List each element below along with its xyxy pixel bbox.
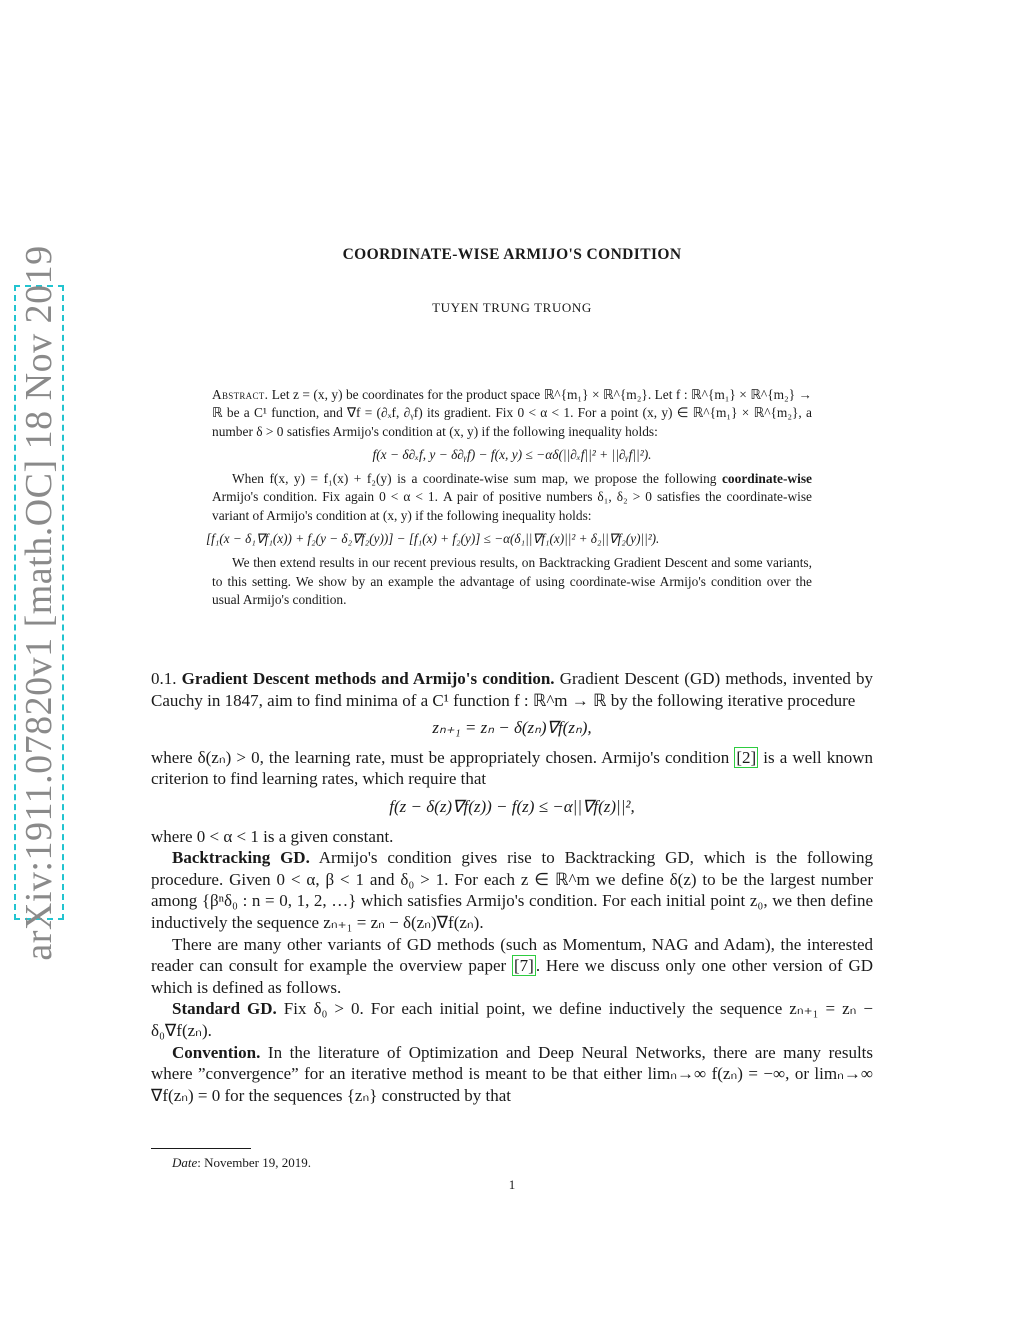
variants-text-a: There are many other variants of GD methods (such as Momentum, NAG and Adam), the interested reader can consult for example the overview paper [151, 934, 873, 976]
gd-update-equation: zₙ₊₁ = zₙ − δ(zₙ)∇f(zₙ), [432, 718, 592, 738]
paper-title: COORDINATE-WISE ARMIJO'S CONDITION [342, 246, 682, 263]
section-text-1: Gradient Descent (GD) methods, invented by Cauchy in 1847, aim to find minima of a C¹ function f : ℝ^m → ℝ by the following iterative procedure [151, 669, 874, 710]
standard-gd-paragraph [151, 998, 873, 1041]
standard-gd-text: Fix δ₀ > 0. For each initial point, we define inductively the sequence zₙ₊₁ = zₙ − δ₀∇f(zₙ). [151, 999, 874, 1040]
abstract-text-2a: When f(x, y) = f₁(x) + f₂(y) is a coordinate-wise sum map, we propose the following [232, 471, 717, 487]
armijo-paragraph [151, 747, 873, 790]
armijo-equation: f(z − δ(z)∇f(z)) − f(z) ≤ −α||∇f(z)||², [389, 796, 635, 816]
citation-2[interactable]: [2] [736, 747, 757, 767]
convention-text: In the literature of Optimization and Deep Neural Networks, there are many results where ”convergence” for an iterative method is meant to be that either limₙ→∞ f(zₙ) = −∞, or limₙ→∞ ∇f(zₙ) = 0 for the sequences {zₙ} constructed by that [151, 1042, 874, 1105]
section-heading: Gradient Descent methods and Armijo's condition. [181, 669, 555, 688]
footnote-date [172, 1155, 311, 1171]
backtracking-label: Backtracking GD. [172, 848, 310, 868]
abstract-equation-2: [f₁(x − δ₁∇f₁(x)) + f₂(y − δ₂∇f₂(y))] − [f₁(x) + f₂(y)] ≤ −α(δ₁||∇f₁(x)||² + δ₂||∇f₂(y)||²). [206, 531, 660, 547]
convention-label: Convention. [172, 1042, 261, 1062]
backtracking-text: Armijo's condition gives rise to Backtracking GD, which is the following procedure. Given 0 < α, β < 1 and δ₀ > 1. For each z ∈ ℝ^m we define δ(z) to be the largest number among {βⁿδ₀ : n = 0, 1, 2, …} which satisfies Armijo's condition. For each initial point z₀, we then define inductively the sequence zₙ₊₁ = zₙ − δ(zₙ)∇f(zₙ). [151, 848, 873, 932]
variants-paragraph [151, 934, 873, 999]
arxiv-stamp[interactable] [14, 244, 64, 961]
arxiv-id[interactable]: arXiv:1911.07820v1 [math.OC] 18 Nov 2019 [18, 244, 60, 961]
abstract-paragraph-3: We then extend results in our recent previous results, on Backtracking Gradient Descent and some variants, to this setting. We show by an example the advantage of using coordinate-wise Armijo's condition over the usual Armijo's condition. [212, 555, 812, 607]
footnote-rule [151, 1148, 251, 1149]
section-intro [151, 668, 873, 711]
citation-7[interactable]: [7] [514, 956, 534, 976]
section-number: 0.1. [151, 669, 177, 688]
variants-text-b: . Here we discuss only one other version of GD which is defined as follows. [151, 956, 874, 997]
armijo-text-b: is a well known criterion to find learning rates, which require that [151, 747, 874, 789]
abstract-bold-term: coordinate-wise [721, 471, 812, 487]
footnote-text: : November 19, 2019. [197, 1155, 312, 1170]
main-body [151, 668, 873, 1106]
abstract-paragraph-1 [212, 386, 812, 441]
footnote-label: Date [172, 1155, 198, 1170]
abstract-equation-1: f(x − δ∂ₓf, y − δ∂ᵧf) − f(x, y) ≤ −αδ(||∂ₓf||² + ||∂ᵧf||²). [372, 446, 652, 462]
constant-line: where 0 < α < 1 is a given constant. [151, 826, 394, 846]
abstract-label: Abstract. [212, 387, 269, 402]
page-number: 1 [508, 1177, 516, 1192]
abstract-text-2b: Armijo's condition. Fix again 0 < α < 1. A pair of positive numbers δ₁, δ₂ > 0 satisfies the coordinate-wise variant of Armijo's condition at (x, y) if the following inequality holds: [212, 489, 812, 523]
convention-paragraph [151, 1042, 873, 1107]
abstract-paragraph-2 [212, 470, 812, 525]
standard-gd-label: Standard GD. [172, 999, 277, 1019]
paper-author: TUYEN TRUNG TRUONG [432, 300, 592, 315]
abstract [206, 386, 812, 609]
abstract-text-1: Let z = (x, y) be coordinates for the product space ℝ^{m₁} × ℝ^{m₂}. Let f : ℝ^{m₁} × ℝ^{m₂} → ℝ be a C¹ function, and ∇f = (∂ₓf, ∂ᵧf) its gradient. Fix 0 < α < 1. For a point (x, y) ∈ ℝ^{m₁} × ℝ^{m₂}, a number δ > 0 satisfies Armijo's condition at (x, y) if the following inequality holds: [212, 387, 812, 439]
armijo-text-a: where δ(zₙ) > 0, the learning rate, must be appropriately chosen. Armijo's condition [151, 747, 730, 767]
backtracking-paragraph [151, 847, 873, 933]
